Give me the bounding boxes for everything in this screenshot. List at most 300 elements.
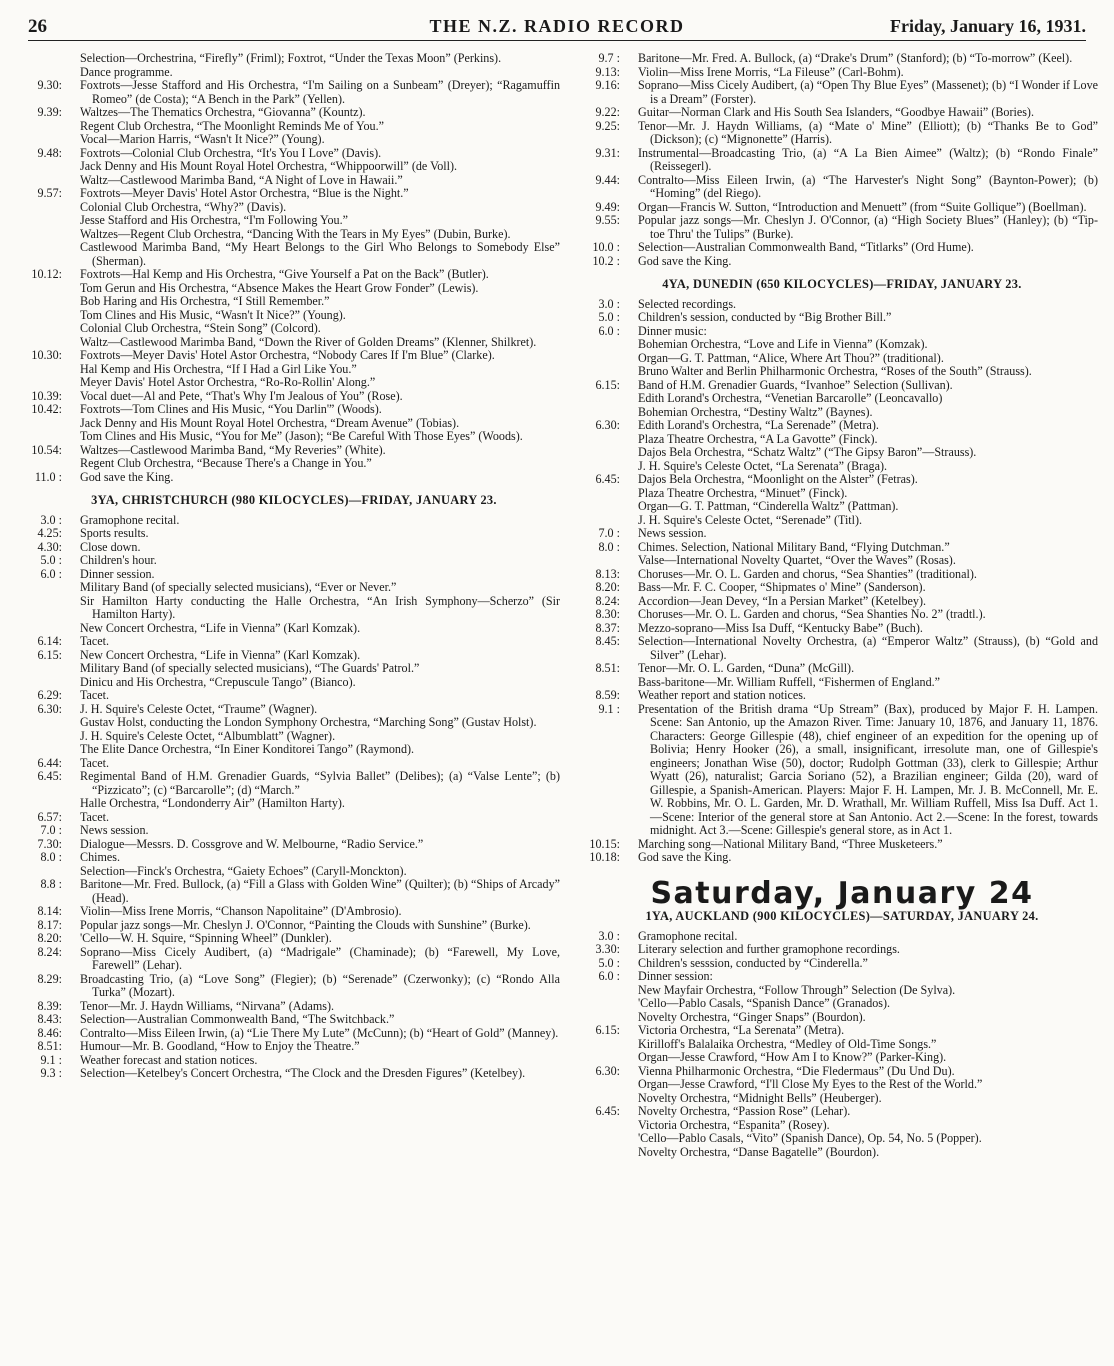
entry-line: Military Band (of specially selected musicians), “Ever or Never.” xyxy=(80,580,397,594)
entry-line: Dialogue—Messrs. D. Cossgrove and W. Melbourne, “Radio Service.” xyxy=(80,836,424,851)
day-heading: Saturday, January 24 xyxy=(650,875,1034,911)
entry-line: J. H. Squire's Celeste Octet, “La Serenata” (Braga). xyxy=(638,458,887,473)
entry-line: News session. xyxy=(638,526,707,540)
programme-entry xyxy=(586,106,1098,120)
programme-entry xyxy=(28,757,560,771)
entry-line: Tom Gerun and His Orchestra, “Absence Makes the Heart Grow Fonder” (Lewis). xyxy=(80,280,479,295)
entry-line: Selection—Ketelbey's Concert Orchestra, “The Clock and the Dresden Figures” (Ketelbey). xyxy=(80,1066,526,1080)
programme-entry xyxy=(28,824,560,838)
masthead: THE N.Z. RADIO RECORD xyxy=(429,16,685,36)
programme-entry xyxy=(586,689,1098,703)
entry-body xyxy=(626,255,1098,269)
entry-line: Edith Lorand's Orchestra, “Venetian Barcarolle” (Leoncavallo) xyxy=(638,391,943,405)
entry-line: Bass—Mr. F. C. Cooper, “Shipmates o' Mine” (Sanderson). xyxy=(638,580,926,594)
entry-line: Foxtrots—Meyer Davis' Hotel Astor Orchestra, “Blue is the Night.” xyxy=(80,186,409,200)
entry-line: Dance programme. xyxy=(80,64,173,79)
entry-line: Dajos Bela Orchestra, “Schatz Waltz” (“The Gipsy Baron”—Strauss). xyxy=(638,445,977,459)
entry-body xyxy=(68,919,560,933)
entry-body xyxy=(626,581,1098,595)
programme-entry xyxy=(586,473,1098,527)
entry-line: God save the King. xyxy=(638,253,732,268)
entry-line: Edith Lorand's Orchestra, “La Serenade” (Metra). xyxy=(638,418,879,432)
entry-line: Hal Kemp and His Orchestra, “If I Had a Girl Like You.” xyxy=(80,361,357,376)
entry-line: Tacet. xyxy=(80,809,110,824)
programme-entry xyxy=(586,957,1098,971)
entry-time: 9.30: xyxy=(37,78,62,92)
entry-time: 5.0 : xyxy=(598,310,620,324)
entry-line: Regent Club Orchestra, “Because There's a Change in You.” xyxy=(80,456,372,470)
programme-entry xyxy=(28,932,560,946)
entry-body xyxy=(68,349,560,390)
entry-line: Band of H.M. Grenadier Guards, “Ivanhoe” Selection (Sullivan). xyxy=(638,377,953,392)
programme-entry xyxy=(28,52,560,79)
entry-line: Foxtrots—Hal Kemp and His Orchestra, “Give Yourself a Pat on the Back” (Butler). xyxy=(80,267,489,281)
entry-body xyxy=(626,703,1098,838)
entry-body xyxy=(68,106,560,147)
entry-line: Violin—Miss Irene Morris, “Chanson Napolitaine” (D'Ambrosio). xyxy=(80,904,402,918)
entry-line: Bohemian Orchestra, “Love and Life in Vienna” (Komzak). xyxy=(638,337,928,351)
entry-line: Dajos Bela Orchestra, “Moonlight on the Alster” (Fetras). xyxy=(638,472,918,486)
entry-line: Organ—G. T. Pattman, “Cinderella Waltz” (Pattman). xyxy=(638,499,899,513)
entry-line: Broadcasting Trio, (a) “Love Song” (Flegier); (b) “Serenade” (Czerwonky); (c) “Rondo Alla Turka” (Mozart). xyxy=(80,971,560,999)
entry-body xyxy=(626,379,1098,420)
entry-time: 9.44: xyxy=(595,172,620,187)
entry-time: 6.30: xyxy=(595,418,620,432)
entry-line: Literary selection and further gramophone recordings. xyxy=(638,942,900,956)
programme-entry xyxy=(28,106,560,147)
entry-time: 9.7 : xyxy=(598,51,620,65)
entry-time: 8.37: xyxy=(595,620,620,635)
entry-line: Dinner session: xyxy=(638,969,713,983)
entry-line: New Concert Orchestra, “Life in Vienna” (Karl Komzak). xyxy=(80,647,361,662)
entry-line: Dinicu and His Orchestra, “Crepuscule Tango” (Bianco). xyxy=(80,674,356,689)
entry-body xyxy=(626,851,1098,865)
station-heading: 3YA, CHRISTCHURCH (980 KILOCYCLES)—FRIDAY, JANUARY 23. xyxy=(91,493,497,507)
entry-line: Contralto—Miss Eileen Irwin, (a) “The Harvester's Night Song” (Baynton-Power); (b) “Homing” (del Riego). xyxy=(638,172,1098,200)
entry-body xyxy=(68,635,560,649)
programme-entry xyxy=(28,919,560,933)
entry-line: Dinner music: xyxy=(638,323,707,338)
entry-time: 7.0 : xyxy=(40,823,62,837)
entry-body xyxy=(68,79,560,106)
entry-line: Regimental Band of H.M. Grenadier Guards, “Sylvia Ballet” (Delibes); (a) “Valse Lente”; (b) “Pizzicato”; (c) “Barcarolle”; (d) “March.” xyxy=(80,769,560,797)
entry-time: 10.12: xyxy=(31,267,62,281)
entry-body xyxy=(626,473,1098,527)
entry-body xyxy=(68,1027,560,1041)
entry-time: 8.51: xyxy=(37,1039,62,1053)
issue-date: Friday, January 16, 1931. xyxy=(889,16,1086,36)
entry-line: Victoria Orchestra, “Espanita” (Rosey). xyxy=(638,1117,830,1132)
entry-time: 9.49: xyxy=(595,199,620,214)
entry-body xyxy=(626,52,1098,66)
entry-body xyxy=(68,811,560,825)
entry-body xyxy=(626,662,1098,689)
entry-line: Guitar—Norman Clark and His South Sea Islanders, “Goodbye Hawaii” (Bories). xyxy=(638,105,1034,119)
programme-entry xyxy=(586,1024,1098,1065)
entry-body xyxy=(68,1054,560,1068)
station-heading: 1YA, AUCKLAND (900 KILOCYCLES)—SATURDAY, JANUARY 24. xyxy=(645,909,1039,923)
programme-entry xyxy=(28,268,560,349)
entry-time: 3.0 : xyxy=(598,296,620,311)
entry-body xyxy=(626,622,1098,636)
entry-body xyxy=(68,554,560,568)
entry-time: 3.0 : xyxy=(598,928,620,943)
entry-body xyxy=(626,838,1098,852)
entry-body xyxy=(68,390,560,404)
entry-line: Presentation of the British drama “Up Stream” (Bax), produced by Major F. H. Lampen. Scene: San Antonio, up the Amazon River. Time: January 10, 1876, and January 11, 1876. Characters: George Gillespie (48), chief engineer of an expedition for the opening up of Bolivia; Henry Hooker (26), a small, insignificant, irresolute man, one of Gillespie's engineers; Jonathan Wise (50), doctor; Rudolph Gottman (33), clerk to Gillespie; Arthur Wyatt (26), naturalist; Garcia Soriano (52), a Brazilian engineer; Gilda (20), ward of Gillespie, a Spanish-American. Players: Major F. H. Lampen, Mr. J. B. McConnell, Mr. E. W. Robbins, Mr. O. L. Garden, Mr. D. Wrathall, Mr. William Ruffell, Miss Isa Duff. Act 1.—Scene: Interior of the general store at San Antonio. Act 2.—Scene: In the forest, towards midnight. Act 3.—Scene: Gillespie's general store, as in Act 1. xyxy=(638,701,1098,837)
entry-body xyxy=(68,527,560,541)
programme-entry xyxy=(28,349,560,390)
entry-line: Gramophone recital. xyxy=(80,512,180,527)
programme-entry xyxy=(28,390,560,404)
entry-time: 8.29: xyxy=(37,971,62,986)
entry-time: 6.29: xyxy=(37,688,62,702)
entry-time: 11.0 : xyxy=(34,469,62,484)
entry-time: 6.15: xyxy=(37,647,62,662)
entry-body xyxy=(626,595,1098,609)
entry-body xyxy=(626,147,1098,174)
programme-entry xyxy=(586,311,1098,325)
entry-time: 8.51: xyxy=(595,661,620,675)
entry-body xyxy=(68,757,560,771)
programme-entry xyxy=(586,214,1098,241)
entry-line: Foxtrots—Meyer Davis' Hotel Astor Orchestra, “Nobody Cares If I'm Blue” (Clarke). xyxy=(80,348,495,362)
page-number: 26 xyxy=(28,16,47,37)
entry-line: Plaza Theatre Orchestra, “A La Gavotte” (Finck). xyxy=(638,431,878,446)
programme-entry xyxy=(28,568,560,636)
entry-line: Choruses—Mr. O. L. Garden and chorus, “Sea Shanties” (traditional). xyxy=(638,566,977,581)
entry-line: Violin—Miss Irene Morris, “La Fileuse” (Carl-Bohm). xyxy=(638,64,904,79)
entry-line: Waltz—Castlewood Marimba Band, “Down the River of Golden Dreams” (Klenner, Shilkret). xyxy=(80,334,537,349)
entry-line: Children's session, conducted by “Big Brother Bill.” xyxy=(638,310,892,324)
programme-entry xyxy=(28,79,560,106)
entry-line: Novelty Orchestra, “Danse Bagatelle” (Bourdon). xyxy=(638,1144,880,1159)
right-column xyxy=(586,52,1098,1159)
programme-entry xyxy=(586,930,1098,944)
programme-entry xyxy=(586,595,1098,609)
entry-line: News session. xyxy=(80,823,149,837)
entry-line: Colonial Club Orchestra, “Why?” (Davis). xyxy=(80,199,287,214)
programme-entry xyxy=(586,662,1098,689)
entry-body xyxy=(68,52,560,79)
entry-line: Sports results. xyxy=(80,526,149,540)
entry-body xyxy=(626,689,1098,703)
entry-line: Military Band (of specially selected musicians), “The Guards' Patrol.” xyxy=(80,661,420,675)
entry-time: 6.44: xyxy=(37,755,62,770)
entry-line: God save the King. xyxy=(80,469,174,484)
entry-body xyxy=(626,120,1098,147)
entry-line: Chimes. Selection, National Military Band, “Flying Dutchman.” xyxy=(638,539,950,554)
entry-body xyxy=(68,514,560,528)
entry-line: Selection—Australian Commonwealth Band, “Titlarks” (Ord Hume). xyxy=(638,240,974,254)
entry-line: Vienna Philharmonic Orchestra, “Die Fledermaus” (Du Und Du). xyxy=(638,1063,955,1078)
entry-line: Close down. xyxy=(80,539,141,554)
entry-line: Vocal—Marion Harris, “Wasn't It Nice?” (Young). xyxy=(80,132,325,146)
entry-body xyxy=(68,838,560,852)
entry-body xyxy=(68,878,560,905)
entry-line: Bob Haring and His Orchestra, “I Still Remember.” xyxy=(80,294,330,308)
entry-time: 8.14: xyxy=(37,904,62,918)
programme-entry xyxy=(28,973,560,1000)
entry-line: Selection—Australian Commonwealth Band, “The Switchback.” xyxy=(80,1012,395,1026)
entry-time: 6.45: xyxy=(595,1104,620,1118)
entry-body xyxy=(68,770,560,811)
programme-entry xyxy=(28,878,560,905)
entry-time: 4.25: xyxy=(37,526,62,540)
entry-line: Gustav Holst, conducting the London Symphony Orchestra, “Marching Song” (Gustav Holst). xyxy=(80,715,537,729)
entry-time: 9.3 : xyxy=(40,1066,62,1080)
entry-body xyxy=(626,957,1098,971)
entry-body xyxy=(68,187,560,268)
entry-body xyxy=(626,930,1098,944)
programme-entry xyxy=(586,943,1098,957)
entry-line: Waltz—Castlewood Marimba Band, “A Night of Love in Hawaii.” xyxy=(80,172,403,187)
entry-time: 6.0 : xyxy=(598,323,620,338)
entry-line: Halle Orchestra, “Londonderry Air” (Hamilton Harty). xyxy=(80,796,345,810)
entry-line: Castlewood Marimba Band, “My Heart Belongs to the Girl Who Belongs to Somebody Else” (Sherman). xyxy=(80,240,560,268)
entry-time: 7.30: xyxy=(37,836,62,851)
programme-entry xyxy=(586,635,1098,662)
programme-entry xyxy=(586,1065,1098,1106)
programme-entry xyxy=(586,622,1098,636)
entry-line: Kirilloff's Balalaika Orchestra, “Medley of Old-Time Songs.” xyxy=(638,1036,937,1051)
programme-entry xyxy=(28,527,560,541)
programme-entry xyxy=(586,147,1098,174)
entry-time: 9.16: xyxy=(595,78,620,92)
entry-line: Tenor—Mr. O. L. Garden, “Duna” (McGill). xyxy=(638,661,855,675)
programme-entry xyxy=(586,970,1098,1024)
entry-body xyxy=(68,568,560,636)
entry-line: Weather forecast and station notices. xyxy=(80,1052,258,1067)
programme-entry xyxy=(586,79,1098,106)
entry-body xyxy=(626,79,1098,106)
entry-body xyxy=(626,174,1098,201)
entry-line: Baritone—Mr. Fred. Bullock, (a) “Fill a Glass with Golden Wine” (Quilter); (b) “Ships of Arcady” (Head). xyxy=(80,877,560,905)
entry-line: Choruses—Mr. O. L. Garden and chorus, “Sea Shanties No. 2” (tradtl.). xyxy=(638,607,986,621)
entry-line: Bruno Walter and Berlin Philharmonic Orchestra, “Roses of the South” (Strauss). xyxy=(638,364,1032,378)
entry-time: 10.54: xyxy=(31,442,62,457)
programme-entry xyxy=(28,703,560,757)
programme-entry xyxy=(28,649,560,690)
entry-line: Bass-baritone—Mr. William Ruffell, “Fishermen of England.” xyxy=(638,674,941,689)
entry-body xyxy=(68,703,560,757)
entry-line: Tom Clines and His Music, “Wasn't It Nice?” (Young). xyxy=(80,307,346,322)
entry-body xyxy=(626,1024,1098,1065)
entry-time: 10.0 : xyxy=(592,240,620,254)
programme-entry xyxy=(586,298,1098,312)
entry-time: 6.30: xyxy=(595,1063,620,1078)
entry-line: Meyer Davis' Hotel Astor Orchestra, “Ro-Ro-Rollin' Along.” xyxy=(80,375,376,389)
entry-time: 8.59: xyxy=(595,688,620,702)
entry-line: Tenor—Mr. J. Haydn Williams, “Nirvana” (Adams). xyxy=(80,998,335,1013)
entry-line: Jack Denny and His Mount Royal Hotel Orchestra, “Dream Avenue” (Tobias). xyxy=(80,415,460,430)
entry-time: 8.20: xyxy=(37,931,62,945)
entry-body xyxy=(68,444,560,471)
entry-line: Weather report and station notices. xyxy=(638,688,806,702)
programme-entry xyxy=(28,403,560,444)
entry-line: Tenor—Mr. J. Haydn Williams, (a) “Mate o' Mine” (Elliott); (b) “Thanks Be to God” (Dickson); (c) “Mignonette” (Harris). xyxy=(638,118,1098,146)
entry-time: 7.0 : xyxy=(598,526,620,540)
entry-body xyxy=(626,1105,1098,1159)
entry-line: Organ—Jesse Crawford, “I'll Close My Eyes to the Rest of the World.” xyxy=(638,1077,983,1091)
programme-entry xyxy=(586,1105,1098,1159)
programme-entry xyxy=(586,174,1098,201)
entry-line: Gramophone recital. xyxy=(638,928,738,943)
entry-time xyxy=(28,52,68,79)
entry-time: 8.8 : xyxy=(40,877,62,891)
programme-entry xyxy=(28,1027,560,1041)
entry-time: 8.24: xyxy=(595,593,620,608)
entry-body xyxy=(68,403,560,444)
programme-entry xyxy=(28,1040,560,1054)
entry-time: 8.46: xyxy=(37,1025,62,1040)
programme-entry xyxy=(28,689,560,703)
entry-line: Tacet. xyxy=(80,755,110,770)
entry-line: Dinner session. xyxy=(80,566,155,581)
entry-body xyxy=(626,214,1098,241)
entry-body xyxy=(626,635,1098,662)
entry-line: J. H. Squire's Celeste Octet, “Traume” (Wagner). xyxy=(80,701,318,716)
programme-entry xyxy=(586,241,1098,255)
entry-body xyxy=(68,1067,560,1081)
entry-line: Popular jazz songs—Mr. Cheslyn J. O'Connor, (a) “High Society Blues” (Hanley); (b) “Tip-toe Thru' the Tulips” (Burke). xyxy=(638,213,1098,241)
entry-line: Jesse Stafford and His Orchestra, “I'm Following You.” xyxy=(80,213,348,227)
entry-time: 8.13: xyxy=(595,566,620,581)
programme-entry xyxy=(586,851,1098,865)
left-column xyxy=(28,52,560,1081)
programme-entry xyxy=(586,581,1098,595)
entry-body xyxy=(626,325,1098,379)
entry-body xyxy=(68,541,560,555)
programme-entry xyxy=(28,851,560,878)
programme-entry xyxy=(586,201,1098,215)
programme-entry xyxy=(586,120,1098,147)
entry-time: 5.0 : xyxy=(598,955,620,970)
entry-line: Colonial Club Orchestra, “Stein Song” (Colcord). xyxy=(80,321,321,335)
programme-entry xyxy=(28,147,560,188)
programme-entry xyxy=(586,66,1098,80)
entry-body xyxy=(68,649,560,690)
entry-line: The Elite Dance Orchestra, “In Einer Konditorei Tango” (Raymond). xyxy=(80,742,415,756)
entry-body xyxy=(626,419,1098,473)
programme-entry xyxy=(586,325,1098,379)
entry-line: Chimes. xyxy=(80,850,120,864)
programme-entry xyxy=(28,811,560,825)
entry-line: Vocal duet—Al and Pete, “That's Why I'm Jealous of You” (Rose). xyxy=(80,388,403,403)
entry-time: 9.22: xyxy=(595,105,620,119)
programme-entry xyxy=(28,514,560,528)
entry-line: 'Cello—W. H. Squire, “Spinning Wheel” (Dunkler). xyxy=(80,931,332,945)
entry-time: 6.0 : xyxy=(598,969,620,983)
entry-line: Tom Clines and His Music, “You for Me” (Jason); “Be Careful With Those Eyes” (Woods). xyxy=(80,429,523,443)
entry-time: 10.18: xyxy=(589,850,620,864)
entry-line: J. H. Squire's Celeste Octet, “Serenade” (Titl). xyxy=(638,512,863,527)
entry-time: 10.30: xyxy=(31,348,62,362)
entry-time: 8.20: xyxy=(595,580,620,594)
entry-body xyxy=(68,268,560,349)
entry-time: 9.31: xyxy=(595,145,620,160)
entry-line: Regent Club Orchestra, “The Moonlight Reminds Me of You.” xyxy=(80,118,384,133)
entry-line: Novelty Orchestra, “Ginger Snaps” (Bourdon). xyxy=(638,1009,866,1024)
entry-line: Jack Denny and His Mount Royal Hotel Orchestra, “Whippoorwill” (de Voll). xyxy=(80,159,458,173)
programme-entry xyxy=(586,255,1098,269)
entry-line: Children's hour. xyxy=(80,553,157,567)
programme-entry xyxy=(586,703,1098,838)
entry-line: 'Cello—Pablo Casals, “Spanish Dance” (Granados). xyxy=(638,996,891,1010)
entry-body xyxy=(68,1040,560,1054)
entry-line: Waltzes—Castlewood Marimba Band, “My Reveries” (White). xyxy=(80,442,386,457)
entry-time: 9.57: xyxy=(37,186,62,200)
entry-line: Popular jazz songs—Mr. Cheslyn J. O'Connor, “Painting the Clouds with Sunshine” (Burke). xyxy=(80,917,531,932)
programme-entry xyxy=(28,554,560,568)
entry-time: 9.25: xyxy=(595,118,620,133)
entry-line: Instrumental—Broadcasting Trio, (a) “A La Bien Aimee” (Waltz); (b) “Rondo Finale” (Reissegerl). xyxy=(638,145,1098,173)
entry-line: Mezzo-soprano—Miss Isa Duff, “Kentucky Babe” (Buch). xyxy=(638,620,923,635)
entry-line: Children's sesssion, conducted by “Cinderella.” xyxy=(638,955,868,970)
entry-body xyxy=(626,66,1098,80)
entry-body xyxy=(626,541,1098,568)
entry-time: 6.15: xyxy=(595,377,620,392)
entry-body xyxy=(626,201,1098,215)
entry-line: Foxtrots—Colonial Club Orchestra, “It's You I Love” (Davis). xyxy=(80,145,382,160)
entry-time: 5.0 : xyxy=(40,553,62,567)
entry-line: Marching song—National Military Band, “Three Musketeers.” xyxy=(638,836,943,851)
entry-time: 4.30: xyxy=(37,539,62,554)
programme-entry xyxy=(28,905,560,919)
entry-time: 8.24: xyxy=(37,944,62,959)
entry-line: Plaza Theatre Orchestra, “Minuet” (Finck). xyxy=(638,485,848,500)
entry-line: Foxtrots—Jesse Stafford and His Orchestra, “I'm Sailing on a Sunbeam” (Dreyer); “Ragamuffin Romeo” (de Costa); “A Bench in the Park” (Yellen). xyxy=(80,78,560,106)
entry-body xyxy=(68,1000,560,1014)
entry-time: 8.39: xyxy=(37,998,62,1013)
entry-line: Victoria Orchestra, “La Serenata” (Metra). xyxy=(638,1023,845,1037)
entry-line: Contralto—Miss Eileen Irwin, (a) “Lie There My Lute” (McCunn); (b) “Heart of Gold” (Manney). xyxy=(80,1025,559,1040)
programme-entry xyxy=(28,946,560,973)
programme-entry xyxy=(586,568,1098,582)
entry-time: 10.42: xyxy=(31,402,62,416)
entry-body xyxy=(68,689,560,703)
programme-entry xyxy=(586,608,1098,622)
entry-line: Selected recordings. xyxy=(638,296,737,311)
entry-line: New Concert Orchestra, “Life in Vienna” (Karl Komzak). xyxy=(80,620,361,635)
entry-line: New Mayfair Orchestra, “Follow Through” Selection (De Sylva). xyxy=(638,982,956,997)
entry-time: 8.17: xyxy=(37,917,62,932)
entry-body xyxy=(68,946,560,973)
entry-time: 10.39: xyxy=(31,388,62,403)
programme-entry xyxy=(28,444,560,471)
entry-line: Baritone—Mr. Fred. A. Bullock, (a) “Drake's Drum” (Stanford); (b) “To-morrow” (Keel). xyxy=(638,51,1073,65)
entry-body xyxy=(626,970,1098,1024)
programme-entry xyxy=(28,1067,560,1081)
programme-entry xyxy=(586,419,1098,473)
entry-time: 8.0 : xyxy=(598,539,620,554)
entry-line: Accordion—Jean Devey, “In a Persian Market” (Ketelbey). xyxy=(638,593,926,608)
entry-line: Soprano—Miss Cicely Audibert, (a) “Madrigale” (Chaminade); (b) “Farewell, My Love, Farewell” (Lehar). xyxy=(80,944,560,972)
entry-line: Waltzes—The Thematics Orchestra, “Giovanna” (Kountz). xyxy=(80,105,366,119)
entry-line: Selection—Orchestrina, “Firefly” (Friml); Foxtrot, “Under the Texas Moon” (Perkins). xyxy=(80,51,502,65)
entry-time: 9.1 : xyxy=(40,1052,62,1067)
entry-line: Tacet. xyxy=(80,634,110,648)
entry-body xyxy=(626,311,1098,325)
entry-body xyxy=(68,905,560,919)
entry-body xyxy=(68,932,560,946)
entry-line: Sir Hamilton Harty conducting the Halle Orchestra, “An Irish Symphony—Scherzo” (Sir Hamilton Harty). xyxy=(80,593,560,621)
entry-body xyxy=(68,973,560,1000)
entry-line: Organ—Jesse Crawford, “How Am I to Know?” (Parker-King). xyxy=(638,1050,947,1064)
entry-line: Bohemian Orchestra, “Destiny Waltz” (Baynes). xyxy=(638,404,873,419)
entry-line: God save the King. xyxy=(638,850,732,864)
entry-time: 6.45: xyxy=(595,472,620,486)
